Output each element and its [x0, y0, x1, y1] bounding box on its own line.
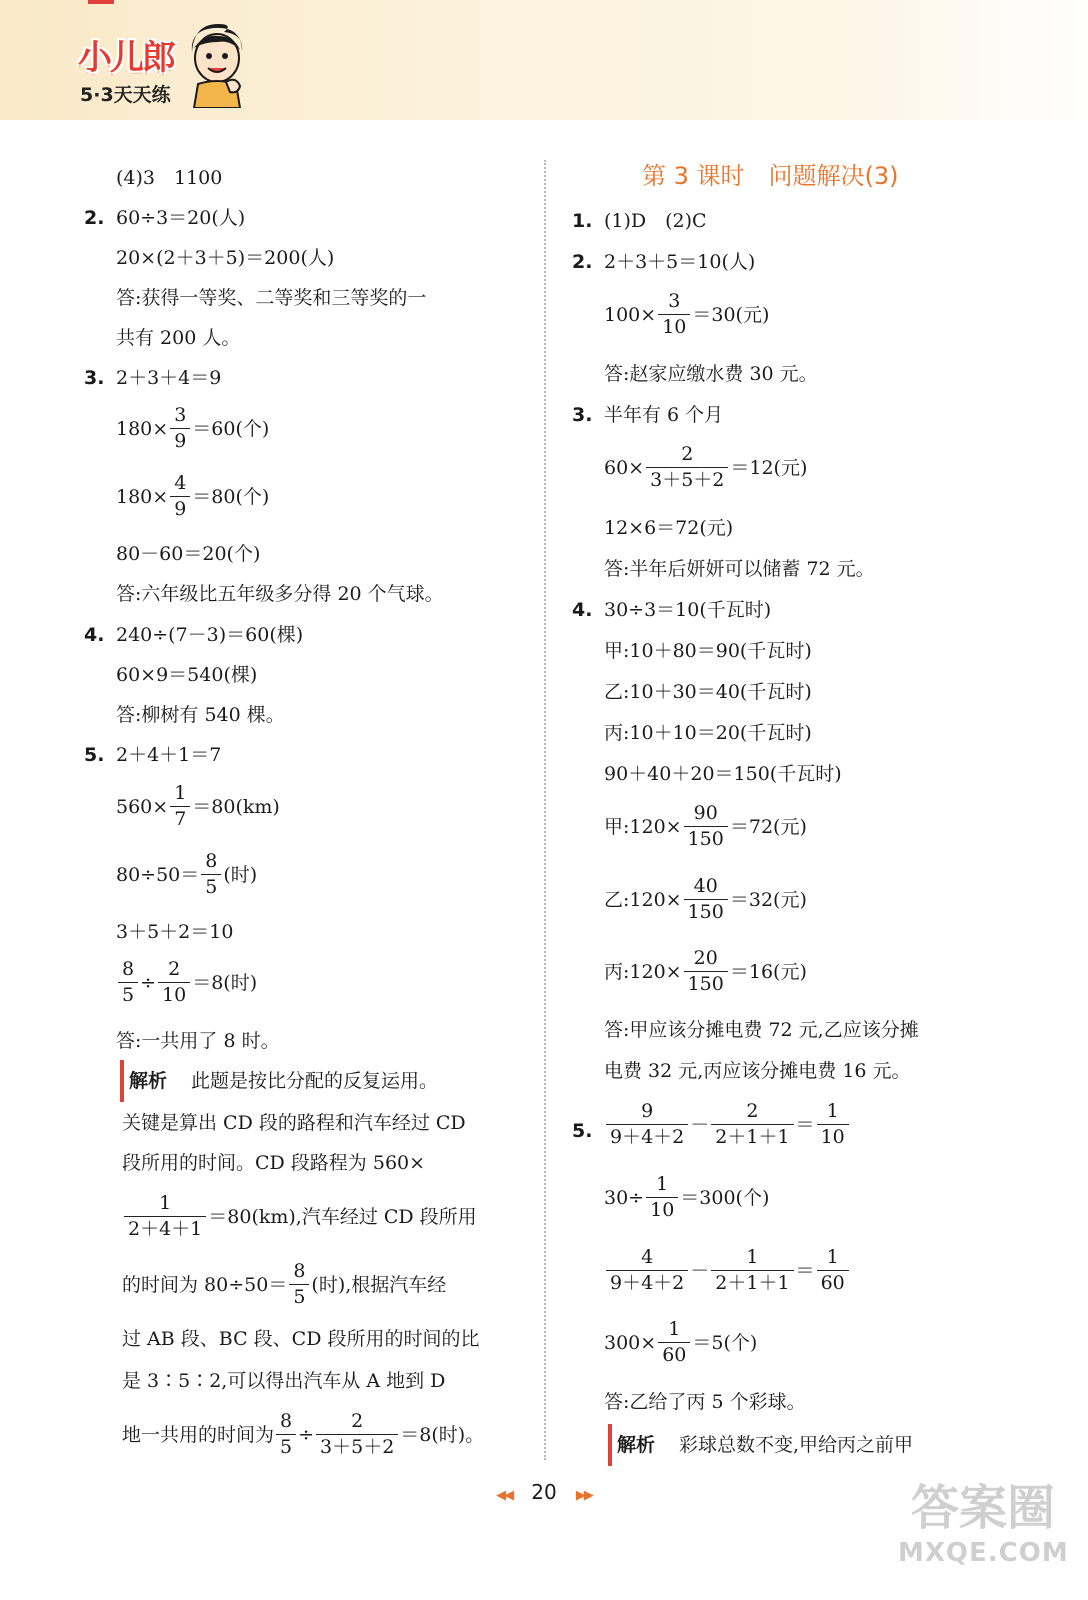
- expr-text: 100×: [604, 303, 657, 326]
- page-number: 20: [531, 1480, 557, 1504]
- logo-title: 小儿郎: [78, 38, 174, 78]
- expr-text: 80÷50＝: [116, 863, 200, 886]
- answer-line: 20×(2＋3＋5)＝200(人): [116, 247, 335, 269]
- next-page-arrows-icon: ▶▶: [575, 1488, 592, 1503]
- answer-line: 甲:10＋80＝90(千瓦时): [604, 640, 812, 662]
- answer-line: 答:半年后妍妍可以储蓄 72 元。: [604, 558, 875, 580]
- expr-text: ＝12(元): [730, 456, 808, 479]
- mascot-icon: [184, 22, 250, 108]
- answer-line: 答:一共用了 8 时。: [116, 1030, 280, 1052]
- fraction-line: [572, 292, 769, 337]
- fraction: $\frac{8}{5}$: [289, 1262, 309, 1307]
- answer-line: 共有 200 人。: [116, 327, 241, 349]
- answer-line: 90＋40＋20＝150(千瓦时): [604, 763, 842, 785]
- fraction: $\frac{1}{60}$: [817, 1248, 849, 1293]
- fraction: $\frac{2}{3+5+2}$: [646, 445, 728, 490]
- fraction: $\frac{8}{5}$: [118, 960, 138, 1005]
- answer-line: 3＋5＋2＝10: [116, 921, 234, 943]
- expr-text: 乙:120×: [604, 888, 682, 911]
- fraction: $\frac{9}{9+4+2}$: [606, 1102, 688, 1147]
- question-number: 4.: [572, 599, 593, 621]
- fraction-line: [572, 804, 807, 849]
- answer-line: 2＋4＋1＝7: [116, 744, 222, 766]
- fraction: $\frac{1}{10}$: [646, 1175, 678, 1220]
- fraction-line: [84, 852, 257, 897]
- analysis-text: ÷: [298, 1423, 315, 1446]
- answer-line: 答:柳树有 540 棵。: [116, 704, 285, 726]
- fraction: $\frac{2}{10}$: [158, 960, 190, 1005]
- answer-line: 电费 32 元,丙应该分摊电费 16 元。: [604, 1060, 911, 1082]
- watermark: [898, 1478, 1068, 1598]
- fraction-line: [572, 1102, 851, 1147]
- fraction-line: [572, 1175, 769, 1220]
- fraction: $\frac{3}{9}$: [170, 406, 190, 451]
- expr-text: (时): [223, 863, 258, 886]
- expr-text: 60×: [604, 456, 645, 479]
- fraction: $\frac{1}{7}$: [170, 784, 190, 829]
- analysis-text: ＝8(时)。: [400, 1423, 485, 1446]
- expr-text: 甲:120×: [604, 815, 682, 838]
- expr-text: ＝300(个): [680, 1186, 770, 1209]
- answer-line: 12×6＝72(元): [604, 517, 734, 539]
- question-number: 1.: [572, 210, 593, 232]
- fraction-line: [84, 784, 280, 829]
- fraction-line: [572, 877, 807, 922]
- question-number: 3.: [84, 367, 105, 389]
- expr-text: －: [690, 1113, 710, 1136]
- expr-text: ＝5(个): [692, 1331, 758, 1354]
- answer-line: 半年有 6 个月: [604, 404, 724, 426]
- expr-text: 180×: [116, 485, 169, 508]
- answer-line: 60÷3＝20(人): [116, 207, 246, 229]
- fraction-line: [84, 406, 269, 451]
- analysis-text: 地一共用的时间为: [122, 1423, 275, 1446]
- fraction: $\frac{1}{10}$: [817, 1102, 849, 1147]
- fraction: $\frac{20}{150}$: [684, 949, 728, 994]
- prev-page-arrows-icon: ◀◀: [496, 1488, 513, 1503]
- question-number: 5.: [84, 744, 105, 766]
- fraction-line: [572, 1320, 757, 1365]
- answer-line: 2＋3＋5＝10(人): [604, 251, 756, 273]
- answer-line: 60×9＝540(棵): [116, 664, 258, 686]
- answer-line: 答:获得一等奖、二等奖和三等奖的一: [116, 287, 427, 309]
- expr-text: －: [690, 1259, 710, 1282]
- question-number: 2.: [84, 207, 105, 229]
- fraction: $\frac{4}{9+4+2}$: [606, 1248, 688, 1293]
- fraction-line: [84, 960, 257, 1005]
- expr-text: ＝72(元): [729, 815, 807, 838]
- analysis-label: 解析: [120, 1060, 173, 1102]
- fraction-line: [84, 474, 269, 519]
- analysis-line: [120, 1060, 438, 1102]
- analysis-label: 解析: [608, 1424, 661, 1466]
- fraction-line: [572, 1248, 851, 1293]
- analysis-text: (时),根据汽车经: [311, 1273, 447, 1296]
- answer-line: 答:甲应该分摊电费 72 元,乙应该分摊: [604, 1019, 919, 1041]
- analysis-text: 彩球总数不变,甲给丙之前甲: [679, 1434, 914, 1456]
- answer-line: (1)D (2)C: [604, 210, 707, 232]
- answer-line: 80－60＝20(个): [116, 543, 261, 565]
- watermark-url: MXQE.COM: [898, 1538, 1069, 1568]
- question-number: 3.: [572, 404, 593, 426]
- answer-line: 2＋3＋4＝9: [116, 367, 222, 389]
- fraction: $\frac{8}{5}$: [201, 852, 221, 897]
- answer-line: 30÷3＝10(千瓦时): [604, 599, 772, 621]
- answer-line: (4)3 1100: [116, 167, 223, 189]
- expr-text: ＝30(元): [692, 303, 770, 326]
- fraction: $\frac{8}{5}$: [276, 1412, 296, 1457]
- fraction: $\frac{1}{2+4+1}$: [124, 1194, 206, 1239]
- expr-text: ＝: [795, 1113, 815, 1136]
- expr-text: 丙:120×: [604, 960, 682, 983]
- fraction: $\frac{2}{2+1+1}$: [711, 1102, 793, 1147]
- fraction: $\frac{90}{150}$: [684, 804, 728, 849]
- answer-line: 答:六年级比五年级多分得 20 个气球。: [116, 583, 444, 605]
- fraction: $\frac{4}{9}$: [170, 474, 190, 519]
- expr-text: 300×: [604, 1331, 657, 1354]
- expr-text: ＝8(时): [192, 971, 258, 994]
- analysis-line: 关键是算出 CD 段的路程和汽车经过 CD: [122, 1112, 466, 1134]
- expr-text: ＝16(元): [729, 960, 807, 983]
- fraction: $\frac{1}{2+1+1}$: [711, 1248, 793, 1293]
- expr-text: ＝80(km): [192, 795, 280, 818]
- question-number: 2.: [572, 251, 593, 273]
- expr-text: 180×: [116, 417, 169, 440]
- question-number: 5.: [572, 1120, 593, 1142]
- fraction-line: [572, 445, 807, 490]
- expr-text: 560×: [116, 795, 169, 818]
- logo-subtitle: 5·3天天练: [80, 84, 171, 106]
- lesson-title: 第 3 课时 问题解决(3): [642, 162, 899, 190]
- column-divider: [544, 160, 546, 1460]
- analysis-line: 是 3∶5∶2,可以得出汽车从 A 地到 D: [122, 1370, 446, 1392]
- fraction: $\frac{2}{3+5+2}$: [316, 1412, 398, 1457]
- fraction: $\frac{3}{10}$: [658, 292, 690, 337]
- analysis-fraction-line: [122, 1262, 446, 1307]
- expr-text: 30÷: [604, 1186, 645, 1209]
- watermark-title: 答案圈: [910, 1480, 1055, 1536]
- fraction: $\frac{1}{60}$: [658, 1320, 690, 1365]
- analysis-fraction-line: [122, 1412, 484, 1457]
- expr-text: ＝60(个): [192, 417, 270, 440]
- analysis-text: 此题是按比分配的反复运用。: [191, 1070, 439, 1092]
- fraction-line: [572, 949, 807, 994]
- answer-line: 240÷(7－3)＝60(棵): [116, 624, 304, 646]
- analysis-text: ＝80(km),汽车经过 CD 段所用: [208, 1205, 477, 1228]
- answer-line: 丙:10＋10＝20(千瓦时): [604, 722, 812, 744]
- fraction: $\frac{40}{150}$: [684, 877, 728, 922]
- expr-text: ＝: [795, 1259, 815, 1282]
- analysis-fraction-line: [122, 1194, 477, 1239]
- analysis-text: 的时间为 80÷50＝: [122, 1273, 288, 1296]
- brand-mark: [88, 0, 114, 4]
- answer-line: 答:乙给了丙 5 个彩球。: [604, 1391, 806, 1413]
- expr-text: ＝80(个): [192, 485, 270, 508]
- analysis-line: 过 AB 段、BC 段、CD 段所用的时间的比: [122, 1328, 480, 1350]
- analysis-line: 段所用的时间。CD 段路程为 560×: [122, 1152, 426, 1174]
- answer-line: 乙:10＋30＝40(千瓦时): [604, 681, 812, 703]
- answer-line: 答:赵家应缴水费 30 元。: [604, 363, 818, 385]
- analysis-line: [608, 1424, 913, 1466]
- expr-text: ÷: [140, 971, 157, 994]
- question-number: 4.: [84, 624, 105, 646]
- expr-text: ＝32(元): [729, 888, 807, 911]
